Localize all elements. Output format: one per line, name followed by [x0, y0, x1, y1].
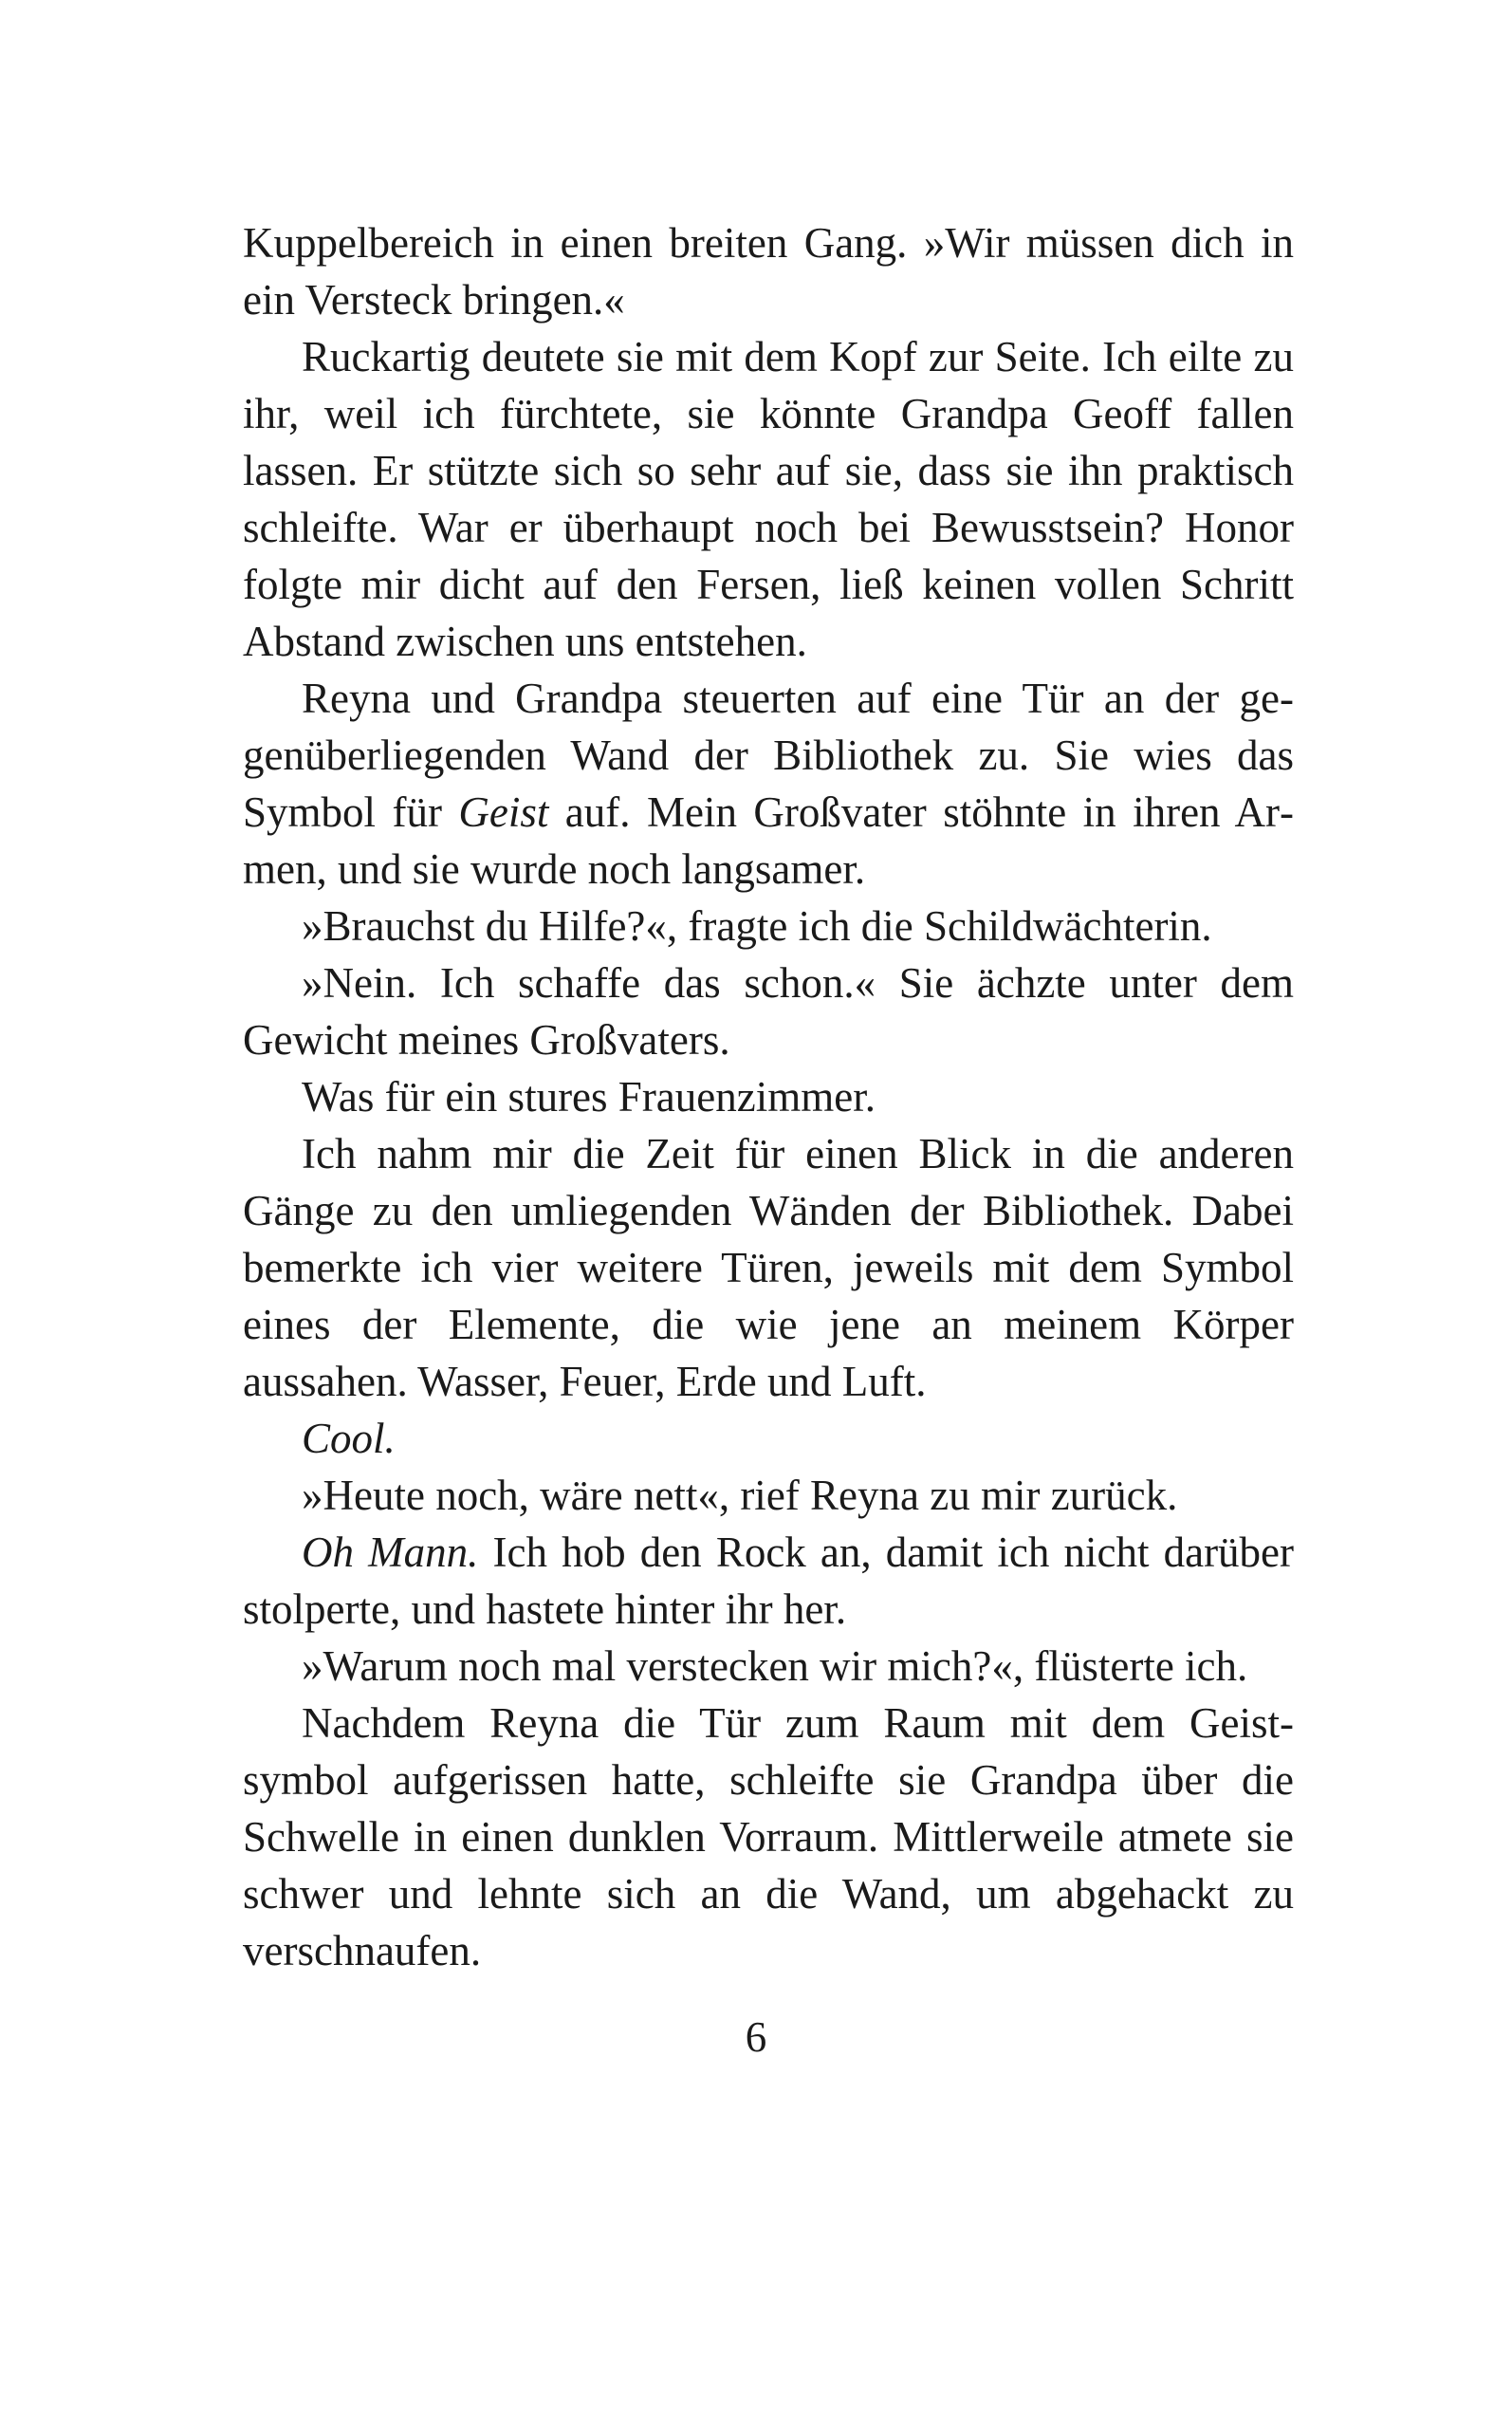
paragraph-2-text: Ruckartig deutete sie mit dem Kopf zur Seite. Ich eilte zu ihr, weil ich fürchtete, sie könnte Grandpa Geoff fallen lassen. Er stützte sich so sehr auf sie, dass sie ihn praktisch schleifte. War er überhaupt noch bei Bewusstsein? Honor folgte mir dicht auf den Fersen, ließ keinen vollen Schritt Abstand zwischen uns entstehen. — [243, 333, 1294, 665]
paragraph-5 — [243, 954, 1294, 1068]
paragraph-3-text-start: Reyna und Grandpa steuerten auf eine Tür an der gegenüberliegenden Wand der Bibliothek zu. Sie wies das Symbol für — [243, 675, 1294, 836]
paragraph-4-text: »Brauchst du Hilfe?«, fragte ich die Schildwächterin. — [302, 902, 1212, 950]
paragraph-3-italic-word: Geist — [458, 788, 549, 836]
paragraph-2 — [243, 328, 1294, 670]
paragraph-9 — [243, 1467, 1294, 1524]
paragraph-10-text: Ich hob den Rock an, damit ich nicht darüber stolperte, und hastete hinter ihr her. — [243, 1529, 1295, 1633]
page-number: 6 — [745, 2013, 767, 2061]
paragraph-11-text: »Warum noch mal verstecken wir mich?«, flüsterte ich. — [302, 1642, 1248, 1690]
paragraph-1 — [243, 214, 1294, 328]
body-text — [243, 214, 1294, 1979]
paragraph-12-text: Nachdem Reyna die Tür zum Raum mit dem Geistsymbol aufgerissen hatte, schleifte sie Grandpa über die Schwelle in einen dunklen Vorraum. Mittlerweile atmete sie schwer und lehnte sich an die Wand, um abgehackt zu verschnaufen. — [243, 1699, 1294, 1974]
paragraph-4 — [243, 898, 1294, 954]
paragraph-10 — [243, 1524, 1294, 1638]
paragraph-5-text: »Nein. Ich schaffe das schon.« Sie ächzte unter dem Gewicht meines Großvaters. — [243, 959, 1294, 1064]
paragraph-3-text-end: auf. Mein Großvater stöhnte in ihren Armen, und sie wurde noch langsamer. — [243, 788, 1294, 893]
paragraph-10-italic-start: Oh Mann. — [302, 1529, 479, 1576]
paragraph-3 — [243, 670, 1294, 898]
paragraph-12 — [243, 1695, 1294, 1979]
paragraph-11 — [243, 1638, 1294, 1695]
paragraph-1-text: Kuppelbereich in einen breiten Gang. »Wir müssen dich in ein Versteck bringen.« — [243, 219, 1294, 324]
paragraph-9-text: »Heute noch, wäre nett«, rief Reyna zu mir zurück. — [302, 1472, 1178, 1519]
paragraph-8-italic-text: Cool. — [302, 1415, 396, 1462]
paragraph-6-text: Was für ein stures Frauenzimmer. — [302, 1073, 876, 1121]
paragraph-8 — [243, 1410, 1294, 1467]
paragraph-7 — [243, 1125, 1294, 1410]
paragraph-7-text: Ich nahm mir die Zeit für einen Blick in die anderen Gänge zu den umliegenden Wänden der Bibliothek. Dabei bemerkte ich vier weitere Türen, jeweils mit dem Symbol eines der Elemente, die wie jene an meinem Körper aussahen. Wasser, Feuer, Erde und Luft. — [243, 1130, 1294, 1405]
paragraph-6 — [243, 1068, 1294, 1125]
